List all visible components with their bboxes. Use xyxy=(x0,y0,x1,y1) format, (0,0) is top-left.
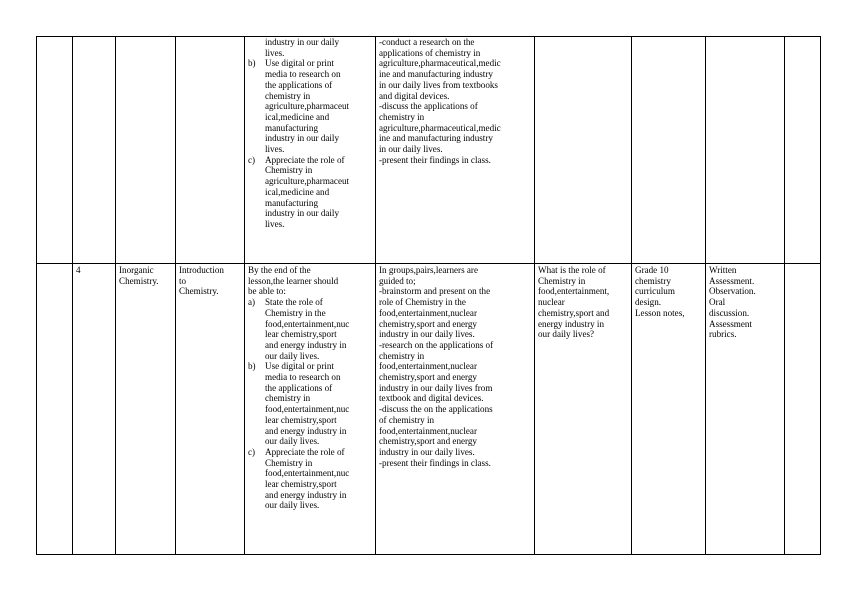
text-line: design. xyxy=(635,297,662,308)
text-line: Chemistry in xyxy=(265,165,313,176)
text-line: energy industry in xyxy=(538,318,605,329)
text-line: Grade 10 xyxy=(635,265,669,275)
text-line: lear chemistry,sport xyxy=(265,414,337,425)
strand-cell xyxy=(116,264,176,555)
text-line: chemistry,sport and energy xyxy=(379,372,477,383)
text-line: chemistry,sport and energy xyxy=(379,436,477,447)
outcome-item xyxy=(248,297,372,361)
text-line: applications of chemistry in xyxy=(379,47,481,58)
outcome-intro xyxy=(248,265,372,297)
text-line: industry in our daily lives. xyxy=(379,446,475,457)
text-line: Lesson notes, xyxy=(635,307,685,318)
text-line: food,entertainment,nuclear xyxy=(379,361,477,372)
text-line: nuclear xyxy=(538,297,565,308)
text-line: discussion. xyxy=(709,307,750,318)
text-line: and energy industry in xyxy=(265,425,347,436)
text-line: rubrics. xyxy=(709,329,737,340)
week-cell xyxy=(37,37,73,264)
text-line: manufacturing xyxy=(265,197,319,208)
week-cell xyxy=(37,264,73,555)
remarks-cell xyxy=(785,37,821,264)
text-line: lear chemistry,sport xyxy=(265,479,337,490)
text-line: and energy industry in xyxy=(265,489,347,500)
text-line: Use digital or print xyxy=(265,58,334,69)
text-line: Appreciate the role of xyxy=(265,446,345,457)
text-line: chemistry,sport and energy xyxy=(379,318,477,329)
text-line: chemistry xyxy=(635,275,671,286)
text-line: the applications of xyxy=(265,382,333,393)
outcome-marker: c) xyxy=(248,154,256,165)
text-line: our daily lives. xyxy=(265,350,320,361)
text-line: agriculture,pharmaceutical,medic xyxy=(379,58,501,69)
text-line: and energy industry in xyxy=(265,339,347,350)
text-line: Chemistry in xyxy=(265,457,313,468)
text-line: food,entertainment,nuc xyxy=(265,468,350,479)
outcome-continuation xyxy=(248,37,372,58)
text-line: ine and manufacturing industry xyxy=(379,133,493,144)
remarks-cell xyxy=(785,264,821,555)
text-line: in our daily lives. xyxy=(379,144,443,155)
scheme-of-work-table xyxy=(36,36,821,555)
text-line: Written xyxy=(709,265,737,275)
text-line: to xyxy=(179,275,187,286)
text-line: Assessment. xyxy=(709,275,755,286)
text-line: lear chemistry,sport xyxy=(265,329,337,340)
text-line: ine and manufacturing industry xyxy=(379,69,493,80)
text-line: food,entertainment, xyxy=(538,286,610,297)
text-line: chemistry in xyxy=(265,393,311,404)
text-line: In groups,pairs,learners are xyxy=(379,265,478,275)
text-line: Appreciate the role of xyxy=(265,154,345,165)
text-line: chemistry in xyxy=(379,350,425,361)
text-line: food,entertainment,nuc xyxy=(265,404,350,415)
text-line: chemistry in xyxy=(265,90,311,101)
text-line: lives. xyxy=(265,218,285,229)
text-line: chemistry,sport and xyxy=(538,307,610,318)
text-line: manufacturing xyxy=(265,122,319,133)
text-line: ical,medicine and xyxy=(265,186,330,197)
learning-experiences-cell xyxy=(376,37,535,264)
text-line: textbook and digital devices. xyxy=(379,393,484,404)
text-line: industry in our daily xyxy=(265,37,340,47)
text-line: industry in our daily xyxy=(265,208,340,219)
text-line: Chemistry. xyxy=(119,275,159,286)
assessment-cell xyxy=(706,37,785,264)
text-line: media to research on xyxy=(265,69,341,80)
text-line: the applications of xyxy=(265,79,333,90)
text-line: By the end of the xyxy=(248,265,311,275)
text-line: of chemistry in xyxy=(379,414,435,425)
outcome-item xyxy=(248,58,372,154)
lesson-cell: 4 xyxy=(73,264,116,555)
learning-resources-cell xyxy=(632,37,706,264)
inquiry-question-cell xyxy=(535,37,632,264)
table-row xyxy=(37,264,821,555)
text-line: industry in our daily lives. xyxy=(379,329,475,340)
outcome-item xyxy=(248,155,372,230)
sub-strand-cell xyxy=(176,37,245,264)
text-line: media to research on xyxy=(265,372,341,383)
inquiry-question-cell xyxy=(535,264,632,555)
learning-resources-cell xyxy=(632,264,706,555)
text-line: -research on the applications of xyxy=(379,339,494,350)
outcome-marker: b) xyxy=(248,58,256,69)
lesson-cell xyxy=(73,37,116,264)
outcome-marker: c) xyxy=(248,446,256,457)
text-line: agriculture,pharmaceut xyxy=(265,176,350,187)
sub-strand-cell xyxy=(176,264,245,555)
text-line: -present their findings in class. xyxy=(379,154,491,165)
text-line: industry in our daily lives from xyxy=(379,382,493,393)
strand-cell xyxy=(116,37,176,264)
text-line: agriculture,pharmaceutical,medic xyxy=(379,122,501,133)
learning-outcomes-cell xyxy=(245,264,376,555)
text-line: -discuss the on the applications xyxy=(379,404,493,415)
text-line: Chemistry in the xyxy=(265,307,326,318)
outcome-marker: a) xyxy=(248,297,256,308)
outcome-list xyxy=(248,297,372,511)
text-line: Chemistry in xyxy=(538,275,586,286)
text-line: our daily lives. xyxy=(265,500,320,511)
text-line: State the role of xyxy=(265,297,323,308)
text-line: our daily lives? xyxy=(538,329,595,340)
text-line: Observation. xyxy=(709,286,756,297)
text-line: -present their findings in class. xyxy=(379,457,491,468)
text-line: industry in our daily xyxy=(265,133,340,144)
text-line: Inorganic xyxy=(119,265,154,275)
text-line: Oral xyxy=(709,297,726,308)
text-line: -conduct a research on the xyxy=(379,37,475,47)
table-row xyxy=(37,37,821,264)
text-line: be able to: xyxy=(248,286,286,297)
text-line: What is the role of xyxy=(538,265,606,275)
text-line: Chemistry. xyxy=(179,286,219,297)
outcome-item xyxy=(248,361,372,447)
text-line: lives. xyxy=(265,47,285,58)
text-line: lives. xyxy=(265,144,285,155)
outcome-item xyxy=(248,447,372,511)
text-line: chemistry in xyxy=(379,111,425,122)
text-line: Assessment xyxy=(709,318,752,329)
text-line: curriculum xyxy=(635,286,675,297)
text-line: lesson,the learner should xyxy=(248,275,339,286)
text-line: role of Chemistry in the xyxy=(379,297,466,308)
text-line: -discuss the applications of xyxy=(379,101,478,112)
outcome-list xyxy=(248,58,372,229)
text-line: -brainstorm and present on the xyxy=(379,286,491,297)
text-line: food,entertainment,nuclear xyxy=(379,307,477,318)
text-line: food,entertainment,nuclear xyxy=(379,425,477,436)
text-line: our daily lives. xyxy=(265,436,320,447)
text-line: Introduction xyxy=(179,265,224,275)
assessment-cell xyxy=(706,264,785,555)
text-line: food,entertainment,nuc xyxy=(265,318,350,329)
text-line: in our daily lives from textbooks xyxy=(379,79,498,90)
learning-experiences-cell xyxy=(376,264,535,555)
text-line: ical,medicine and xyxy=(265,111,330,122)
text-line: agriculture,pharmaceut xyxy=(265,101,350,112)
learning-outcomes-cell xyxy=(245,37,376,264)
text-line: guided to; xyxy=(379,275,416,286)
outcome-marker: b) xyxy=(248,361,256,372)
text-line: Use digital or print xyxy=(265,361,334,372)
text-line: and digital devices. xyxy=(379,90,450,101)
